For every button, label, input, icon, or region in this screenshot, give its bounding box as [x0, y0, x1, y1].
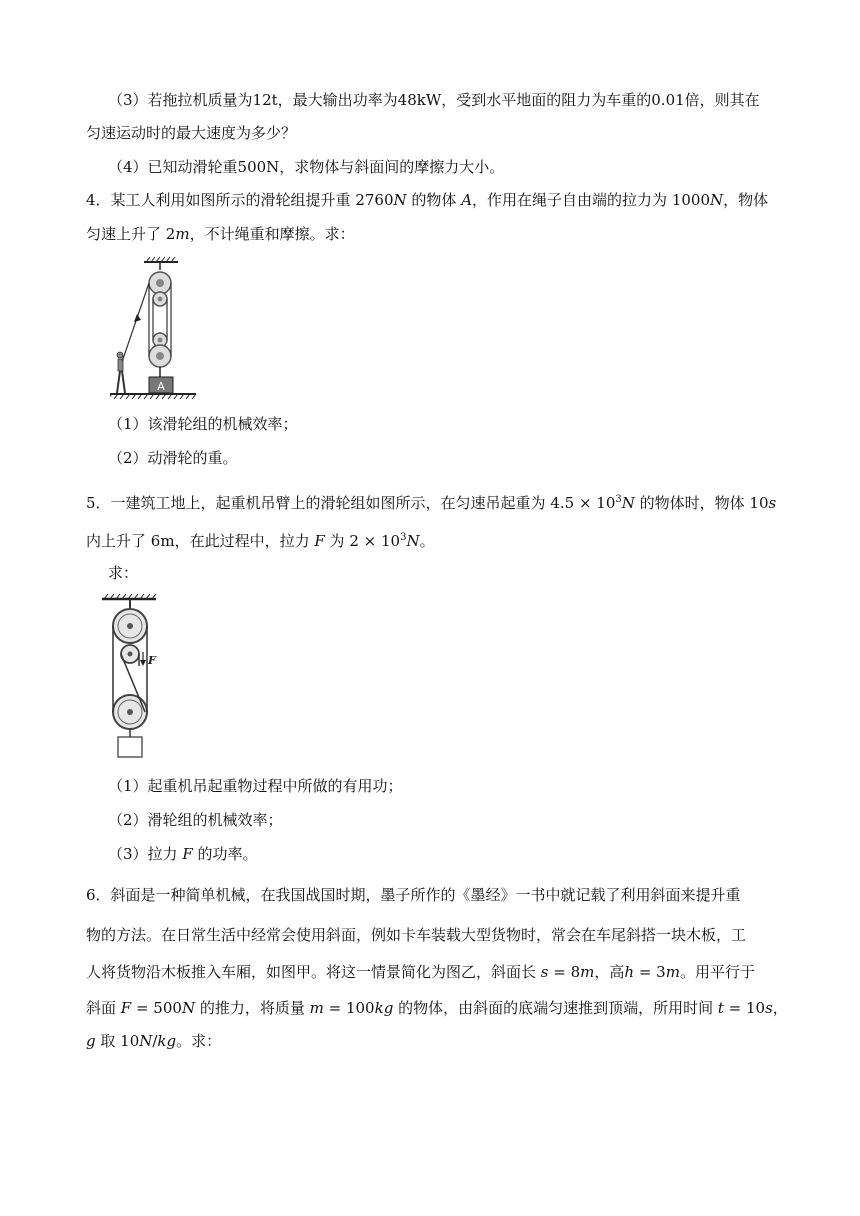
q4-block-label: A [157, 380, 165, 393]
q4-pulley-figure [110, 256, 210, 406]
q4-line1: 4．某工人利用如图所示的滑轮组提升重 2760N 的物体 A，作用在绳子自由端的拉力为 1000N，物体 [86, 191, 769, 209]
q6-line3: 人将货物沿木板推入车厢，如图甲。将这一情景简化为图乙，斜面长 s = 8m，高h = 3m。用平行于 [86, 963, 755, 981]
q3-sub3-line1: （3）若拖拉机质量为12t，最大输出功率为48kW，受到水平地面的阻力为车重的0.01倍，则其在 [108, 91, 760, 109]
q4-line2: 匀速上升了 2m，不计绳重和摩擦。求： [86, 225, 355, 243]
q5-sub1: （1）起重机吊起重物过程中所做的有用功； [108, 777, 403, 795]
q4-sub1: （1）该滑轮组的机械效率； [108, 415, 298, 433]
q5-pulley-figure [100, 594, 160, 762]
q5-ask: 求： [108, 564, 139, 582]
q3-sub4: （4）已知动滑轮重500N，求物体与斜面间的摩擦力大小。 [108, 158, 505, 176]
q6-line5: g 取 10N/kg。求： [86, 1032, 222, 1050]
q5-line2: 内上升了 6m，在此过程中，拉力 F 为 $2 \times 10^3N$。 [86, 532, 435, 550]
q6-line4: 斜面 F = 500N 的推力，将质量 m = 100kg 的物体，由斜面的底端匀速推到顶端，所用时间 t = 10s， [86, 999, 788, 1017]
q5-line1: 5．一建筑工地上，起重机吊臂上的滑轮组如图所示，在匀速吊起重为 $4.5 \times 10^3N$ 的物体时，物体 10s [86, 494, 777, 512]
q5-force-label: F [148, 654, 156, 667]
q5-sub2: （2）滑轮组的机械效率； [108, 811, 283, 829]
q3-sub3-line2: 匀速运动时的最大速度为多少？ [86, 124, 297, 142]
q4-sub2: （2）动滑轮的重。 [108, 449, 238, 467]
q6-line1: 6．斜面是一种简单机械，在我国战国时期，墨子所作的《墨经》一书中就记载了利用斜面来提升重 [86, 886, 741, 904]
q6-line2: 物的方法。在日常生活中经常会使用斜面，例如卡车装载大型货物时，常会在车尾斜搭一块木板，工 [86, 926, 747, 944]
q5-sub3: （3）拉力 F 的功率。 [108, 845, 258, 863]
worker-icon [117, 352, 125, 393]
